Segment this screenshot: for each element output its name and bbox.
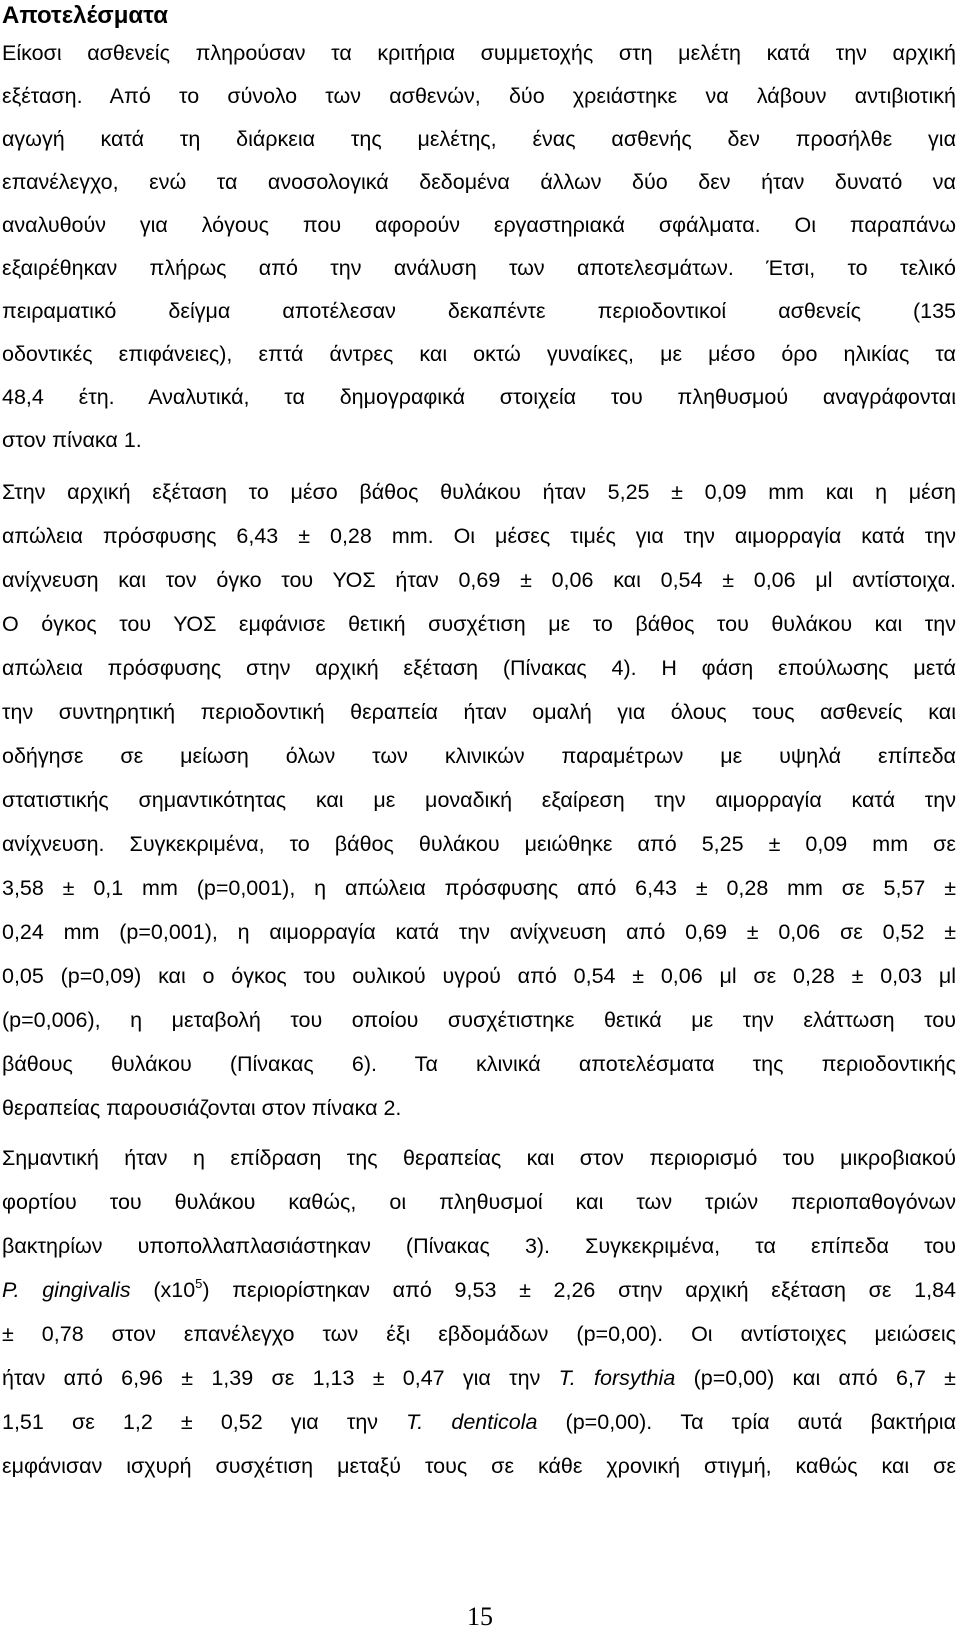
paragraph-line: 48,4 έτη. Αναλυτικά, τα δημογραφικά στοιχεία του πληθυσμού αναγράφονται (2, 385, 956, 409)
paragraph-line: οδήγησε σε μείωση όλων των κλινικών παραμέτρων με υψηλά επίπεδα (2, 744, 956, 768)
line-segment: 1,51 σε 1,2 ± 0,52 για την (2, 1410, 407, 1434)
paragraph-line: στατιστικής σημαντικότητας και με μοναδική εξαίρεση την αιμορραγία κατά την (2, 788, 956, 812)
paragraph-line: 0,05 (p=0,09) και ο όγκος του ουλικού υγρού από 0,54 ± 0,06 μl σε 0,28 ± 0,03 μl (2, 964, 956, 988)
species-name: P. gingivalis (2, 1278, 131, 1302)
paragraph-line: 0,24 mm (p=0,001), η αιμορραγία κατά την ανίχνευση από 0,69 ± 0,06 σε 0,52 ± (2, 920, 956, 944)
paragraph-line (2, 1275, 956, 1305)
paragraph-line: επανέλεγχο, ενώ τα ανοσολογικά δεδομένα άλλων δύο δεν ήταν δυνατό να (2, 170, 956, 194)
paragraph-line: Στην αρχική εξέταση το μέσο βάθος θυλάκου ήταν 5,25 ± 0,09 mm και η μέση (2, 480, 956, 504)
section-heading: Αποτελέσματα (2, 2, 168, 29)
paragraph-line: φορτίου του θυλάκου καθώς, οι πληθυσμοί και των τριών περιοπαθογόνων (2, 1190, 956, 1214)
paragraph-line: εμφάνισαν ισχυρή συσχέτιση μεταξύ τους σε κάθε χρονική στιγμή, καθώς και σε (2, 1454, 956, 1478)
paragraph-line: εξαιρέθηκαν πλήρως από την ανάλυση των αποτελεσμάτων. Έτσι, το τελικό (2, 256, 956, 280)
paragraph-line: (p=0,006), η μεταβολή του οποίου συσχέτιστηκε θετικά με την ελάττωση του (2, 1008, 956, 1032)
paragraph-line: βάθους θυλάκου (Πίνακας 6). Τα κλινικά αποτελέσματα της περιοδοντικής (2, 1052, 956, 1076)
paragraph-line: Ο όγκος του ΥΟΣ εμφάνισε θετική συσχέτιση με το βάθος του θυλάκου και την (2, 612, 956, 636)
paragraph-line: την συντηρητική περιοδοντική θεραπεία ήταν ομαλή για όλους τους ασθενείς και (2, 700, 956, 724)
line-segment: (p=0,00). Τα τρία αυτά βακτήρια (537, 1410, 957, 1434)
paragraph-line (2, 1363, 956, 1393)
paragraph-line: εξέταση. Από το σύνολο των ασθενών, δύο χρειάστηκε να λάβουν αντιβιοτική (2, 84, 956, 108)
paragraph-line: ανίχνευση και τον όγκο του ΥΟΣ ήταν 0,69 ± 0,06 και 0,54 ± 0,06 μl αντίστοιχα. (2, 568, 956, 592)
paragraph-line: ανίχνευση. Συγκεκριμένα, το βάθος θυλάκου μειώθηκε από 5,25 ± 0,09 mm σε (2, 832, 956, 856)
paragraph-line: απώλεια πρόσφυσης στην αρχική εξέταση (Πίνακας 4). Η φάση επούλωσης μετά (2, 656, 956, 680)
paragraph-line: βακτηρίων υποπολλαπλασιάστηκαν (Πίνακας 3). Συγκεκριμένα, τα επίπεδα του (2, 1234, 956, 1258)
paragraph-line: πειραματικό δείγμα αποτέλεσαν δεκαπέντε περιοδοντικοί ασθενείς (135 (2, 299, 956, 323)
line-segment: (x10 (130, 1278, 196, 1302)
paragraph-line (2, 1407, 956, 1437)
exponent: 5 (195, 1275, 203, 1291)
paragraph-line: ± 0,78 στον επανέλεγχο των έξι εβδομάδων (p=0,00). Οι αντίστοιχες μειώσεις (2, 1322, 956, 1346)
line-segment: ) περιορίστηκαν από 9,53 ± 2,26 στην αρχική εξέταση σε 1,84 (202, 1278, 956, 1302)
paragraph-line: απώλεια πρόσφυσης 6,43 ± 0,28 mm. Οι μέσες τιμές για την αιμορραγία κατά την (2, 524, 956, 548)
species-name: T. forsythia (558, 1366, 676, 1390)
paragraph-line: αγωγή κατά τη διάρκεια της μελέτης, ένας ασθενής δεν προσήλθε για (2, 127, 956, 151)
page-number: 15 (467, 1602, 493, 1631)
paragraph-line: στον πίνακα 1. (2, 428, 142, 452)
line-segment: ήταν από 6,96 ± 1,39 σε 1,13 ± 0,47 για την (2, 1366, 559, 1390)
paragraph-line: Σημαντική ήταν η επίδραση της θεραπείας και στον περιορισμό του μικροβιακού (2, 1146, 956, 1170)
paragraph-line: θεραπείας παρουσιάζονται στον πίνακα 2. (2, 1096, 402, 1120)
species-name: T. denticola (406, 1410, 538, 1434)
paragraph-line: οδοντικές επιφάνειες), επτά άντρες και οκτώ γυναίκες, με μέσο όρο ηλικίας τα (2, 342, 956, 366)
line-segment: (p=0,00) και από 6,7 ± (675, 1366, 956, 1390)
paragraph-line: αναλυθούν για λόγους που αφορούν εργαστηριακά σφάλματα. Οι παραπάνω (2, 213, 956, 237)
paragraph-line: Είκοσι ασθενείς πληρούσαν τα κριτήρια συμμετοχής στη μελέτη κατά την αρχική (2, 41, 956, 65)
paragraph-line: 3,58 ± 0,1 mm (p=0,001), η απώλεια πρόσφυσης από 6,43 ± 0,28 mm σε 5,57 ± (2, 876, 956, 900)
